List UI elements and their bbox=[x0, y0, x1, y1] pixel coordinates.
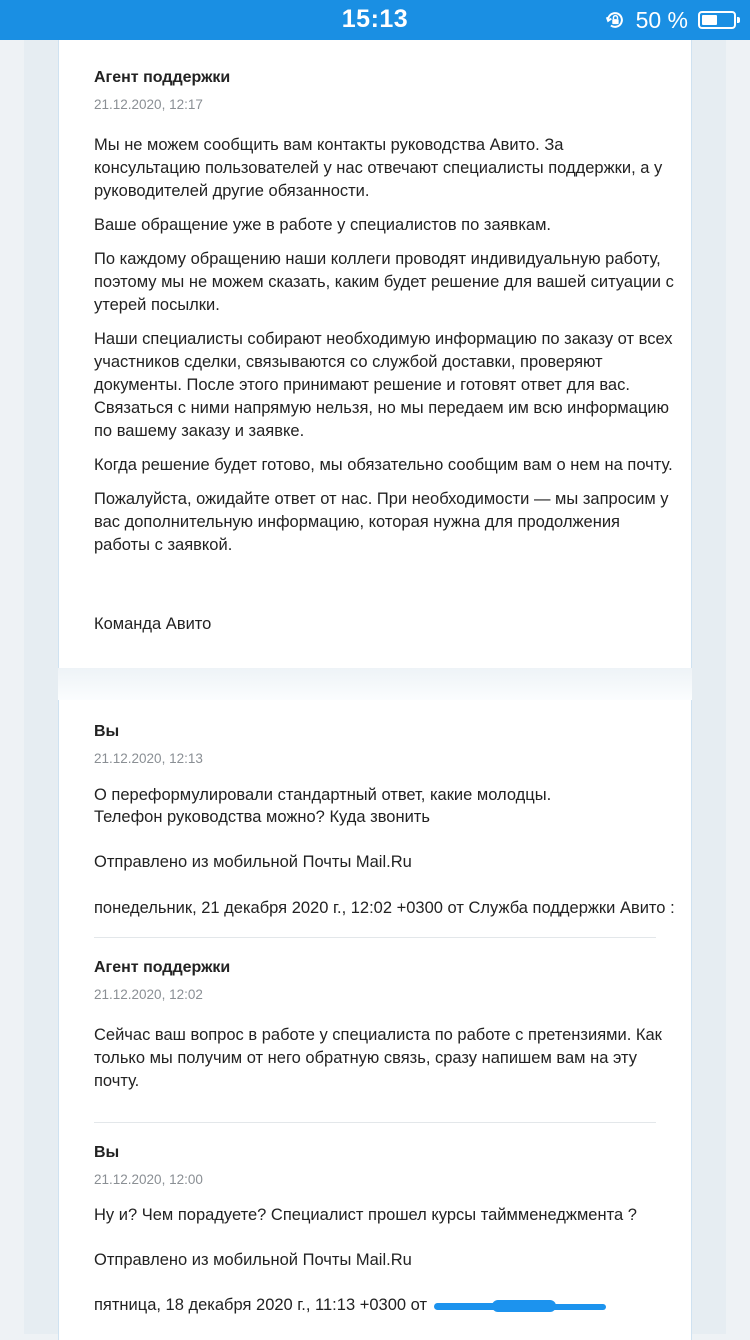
message-line: Телефон руководства можно? Куда звонить bbox=[94, 808, 430, 826]
message-paragraph: Сейчас ваш вопрос в работе у специалиста по работе с претензиями. Как только мы получим от него обратную связь, сразу напишем вам на эту почту. bbox=[94, 1026, 662, 1090]
message-date: 21.12.2020, 12:13 bbox=[94, 751, 203, 766]
quote-divider bbox=[94, 1122, 656, 1123]
quote-header: пятница, 18 декабря 2020 г., 11:13 +0300 от bbox=[94, 1296, 428, 1314]
message-paragraph: По каждому обращению наши коллеги проводят индивидуальную работу, поэтому мы не можем сказать, каким будет решение для вашей ситуации с утерей посылки. bbox=[94, 250, 674, 314]
sent-from-signature: Отправлено из мобильной Почты Mail.Ru bbox=[94, 1251, 412, 1269]
quote-divider bbox=[94, 937, 656, 938]
right-margin-strip bbox=[692, 40, 726, 1334]
message-signature: Команда Авито bbox=[94, 615, 212, 633]
redacted-sender-scribble bbox=[432, 1299, 608, 1313]
left-margin-strip bbox=[24, 40, 58, 1334]
message-author: Агент поддержки bbox=[94, 69, 231, 86]
status-bar bbox=[0, 0, 750, 40]
message-author: Агент поддержки bbox=[94, 959, 231, 976]
message-paragraph: Наши специалисты собирают необходимую информацию по заказу от всех участников сделки, связываются со службой доставки, проверяют документы. После этого принимают решение и готовят ответ для вас. Связаться с ними напрямую нельзя, но мы передаем им всю информацию по вашему заказу и заявке. bbox=[94, 330, 673, 440]
message-date: 21.12.2020, 12:02 bbox=[94, 987, 203, 1002]
message-author: Вы bbox=[94, 723, 120, 740]
battery-percent: 50 % bbox=[635, 7, 688, 33]
battery-icon bbox=[698, 11, 736, 29]
message-date: 21.12.2020, 12:00 bbox=[94, 1172, 203, 1187]
quote-header-line bbox=[94, 1294, 608, 1317]
message-paragraph: Когда решение будет готово, мы обязательно сообщим вам о нем на почту. bbox=[94, 456, 673, 474]
quote-header: понедельник, 21 декабря 2020 г., 12:02 +0300 от Служба поддержки Авито : bbox=[94, 899, 675, 917]
message-date: 21.12.2020, 12:17 bbox=[94, 97, 203, 112]
message-line: О переформулировали стандартный ответ, какие молодцы. bbox=[94, 786, 552, 804]
sent-from-signature: Отправлено из мобильной Почты Mail.Ru bbox=[94, 853, 412, 871]
status-time: 15:13 bbox=[341, 5, 409, 33]
message-author: Вы bbox=[94, 1144, 120, 1161]
message-line: Ну и? Чем порадуете? Специалист прошел курсы таймменеджмента ? bbox=[94, 1206, 637, 1224]
message-paragraph: Пожалуйста, ожидайте ответ от нас. При необходимости — мы запросим у вас дополнительную информацию, которая нужна для продолжения работы с заявкой. bbox=[94, 490, 669, 554]
rotation-lock-icon bbox=[604, 9, 626, 31]
message-paragraph: Мы не можем сообщить вам контакты руководства Авито. За консультацию пользователей у нас отвечают специалисты поддержки, а у руководителей другие обязанности. bbox=[94, 136, 663, 200]
status-indicators bbox=[604, 6, 736, 34]
thread-separator bbox=[58, 668, 692, 700]
message-paragraph: Ваше обращение уже в работе у специалистов по заявкам. bbox=[94, 216, 552, 234]
